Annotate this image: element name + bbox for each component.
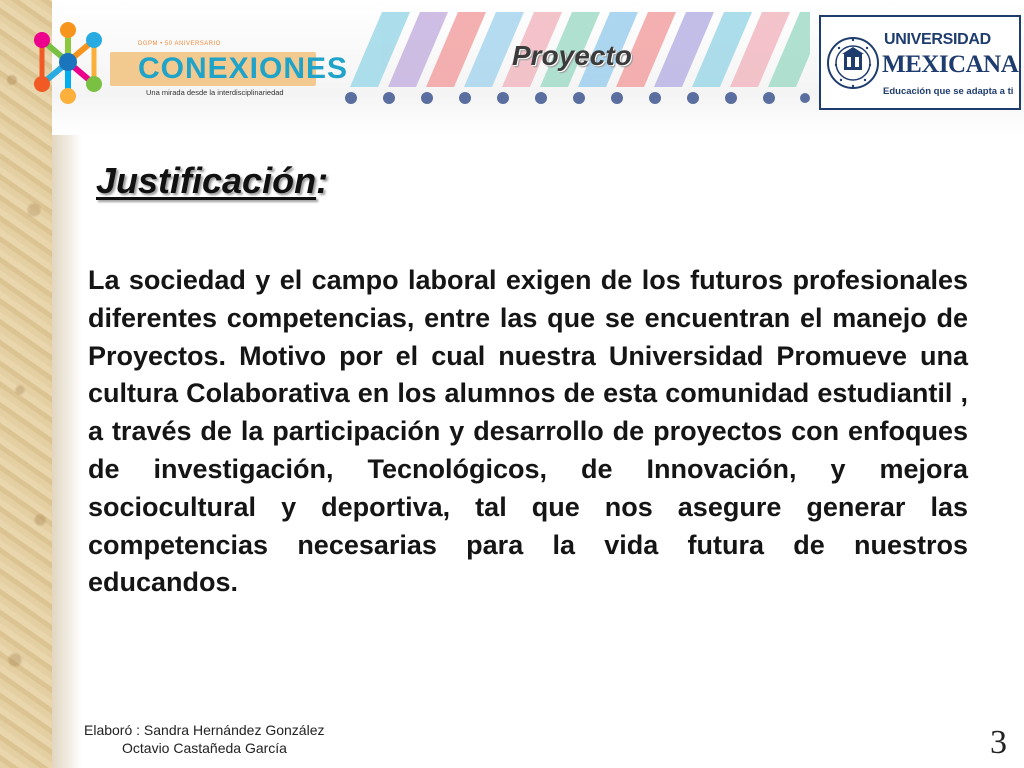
conexiones-anniversary-text: DGPM • 50 ANIVERSARIO [138,41,221,47]
university-slogan: Educación que se adapta a ti [883,86,1014,97]
footer-author-line1: Elaboró : Sandra Hernández González [84,722,325,738]
university-name-line2: MEXICANA [882,51,1019,78]
parchment-border [0,0,52,768]
page-number: 3 [990,724,1007,761]
conexiones-wordmark: CONEXIONES [110,52,316,86]
university-seal-icon [827,23,879,103]
footer-authors [84,721,324,757]
universidad-mexicana-logo [819,15,1021,110]
band-title: Proyecto [512,40,632,71]
university-name-line1: UNIVERSIDAD [884,31,991,48]
section-heading [96,160,328,202]
conexiones-logo [28,22,349,114]
conexiones-tagline: Una mirada desde la interdisciplinariedad [146,88,284,97]
section-heading-text: Justificación [96,160,317,201]
justification-paragraph: La sociedad y el campo laboral exigen de los futuros profesionales diferentes competencias, entre las que se encuentran el manejo de Proyectos. Motivo por el cual nuestra Universidad Promueve una cultura Colaborativa en los alumnos de esta comunidad estudiantil , a través de la participación y desarrollo de proyectos con enfoques de investigación, Tecnológicos, de Innovación, y mejora sociocultural y deportiva, tal que nos asegure generar las competencias necesarias para la vida futura de nuestros educandos. [88,265,968,598]
dot-row [345,92,810,104]
section-heading-colon: : [316,160,329,201]
footer-author-line2: Octavio Castañeda García [122,740,287,756]
conexiones-network-logo-icon [28,22,108,114]
